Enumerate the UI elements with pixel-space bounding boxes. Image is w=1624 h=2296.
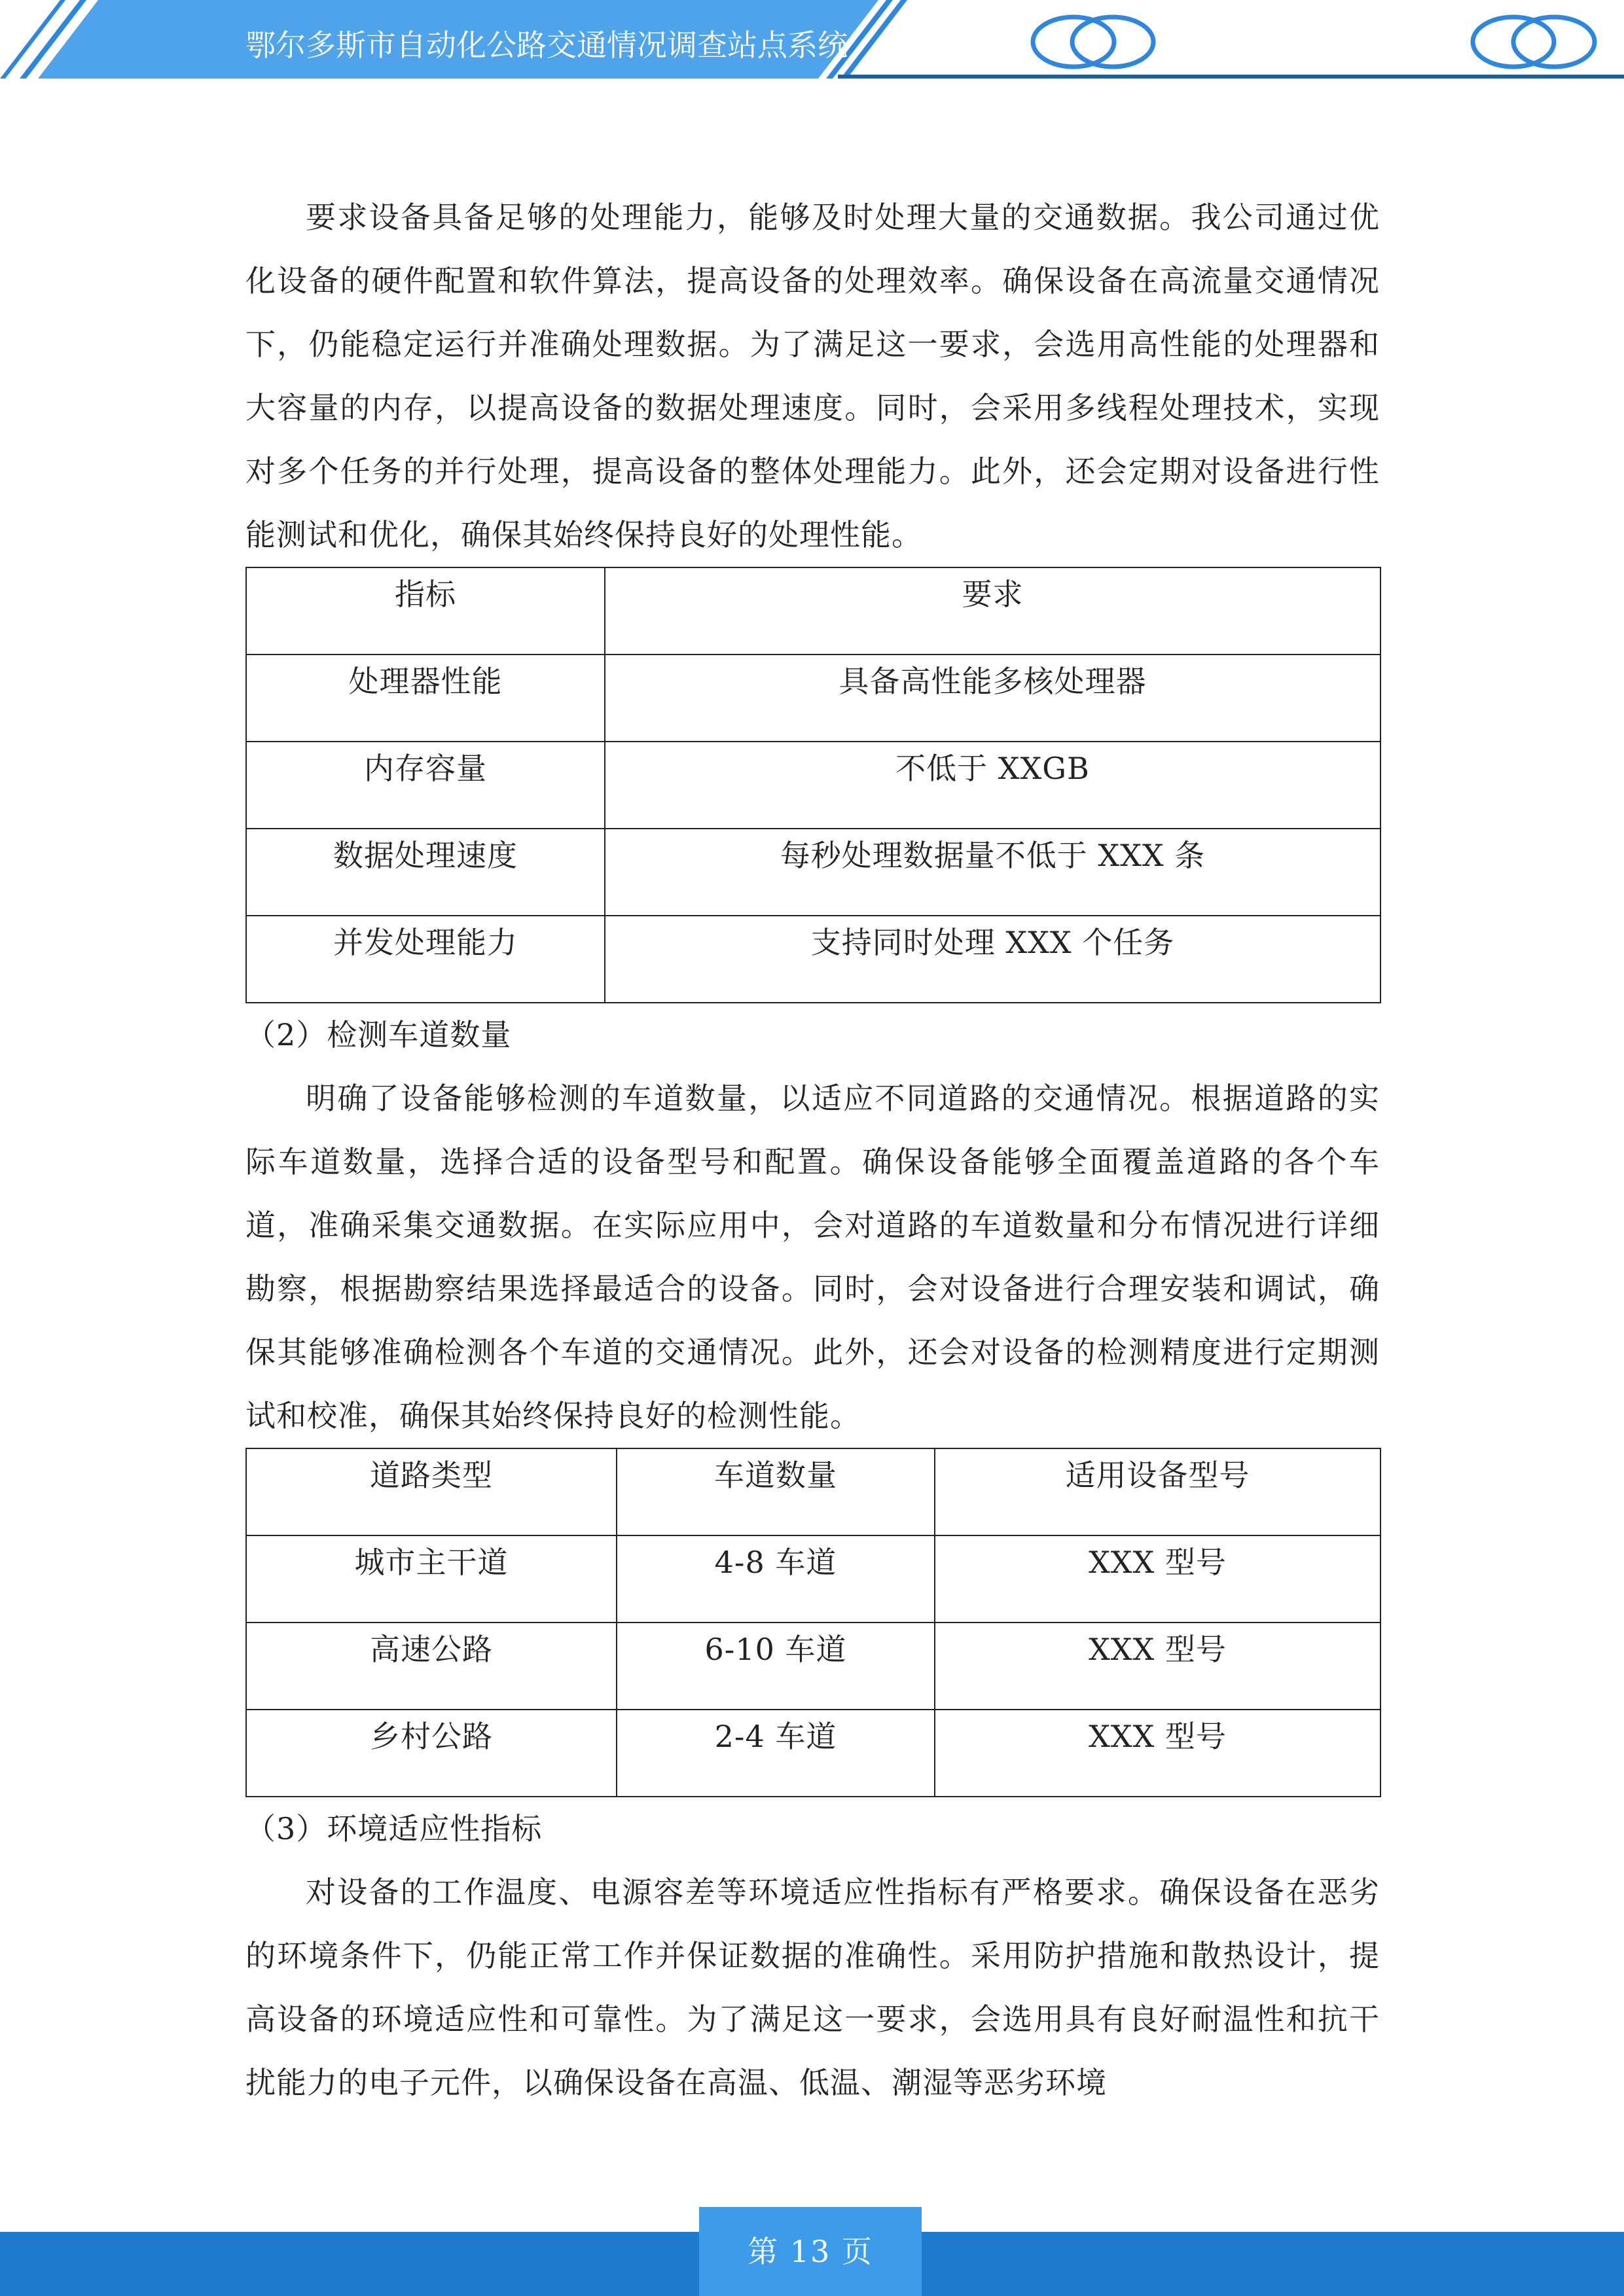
table-cell: 处理器性能 <box>246 655 605 742</box>
table-cell: 城市主干道 <box>246 1535 617 1623</box>
table-row <box>246 829 1380 916</box>
table-cell: 每秒处理数据量不低于 XXX 条 <box>605 829 1380 916</box>
table-cell: 支持同时处理 XXX 个任务 <box>605 916 1380 1003</box>
lane-count-table <box>245 1448 1381 1797</box>
table-row <box>246 1623 1380 1710</box>
paragraph-processing-capacity: 要求设备具备足够的处理能力，能够及时处理大量的交通数据。我公司通过优化设备的硬件配置和软件算法，提高设备的处理效率。确保设备在高流量交通情况下，仍能稳定运行并准确处理数据。为了满足这一要求，会选用高性能的处理器和大容量的内存，以提高设备的数据处理速度。同时，会采用多线程处理技术，实现对多个任务的并行处理，提高设备的整体处理能力。此外，还会定期对设备进行性能测试和优化，确保其始终保持良好的处理性能。 <box>245 200 1380 552</box>
logo-rings-icon-center <box>1033 17 1153 67</box>
table-row <box>246 655 1380 742</box>
table-cell: 内存容量 <box>246 742 605 829</box>
paragraph-lane-count: 明确了设备能够检测的车道数量，以适应不同道路的交通情况。根据道路的实际车道数量，选择合适的设备型号和配置。确保设备能够全面覆盖道路的各个车道，准确采集交通数据。在实际应用中，会对道路的车道数量和分布情况进行详细勘察，根据勘察结果选择最适合的设备。同时，会对设备进行合理安装和调试，确保其能够准确检测各个车道的交通情况。此外，还会对设备的检测精度进行定期测试和校准，确保其始终保持良好的检测性能。 <box>245 1081 1380 1433</box>
section-heading-environment: （3）环境适应性指标 <box>245 1811 543 1846</box>
logo-rings-icon-right <box>1473 17 1595 67</box>
table-header-row <box>246 567 1380 655</box>
paragraph-environment: 对设备的工作温度、电源容差等环境适应性指标有严格要求。确保设备在恶劣的环境条件下，仍能正常工作并保证数据的准确性。采用防护措施和散热设计，提高设备的环境适应性和可靠性。为了满足这一要求，会选用具有良好耐温性和抗干扰能力的电子元件，以确保设备在高温、低温、潮湿等恶劣环境 <box>245 1874 1380 2100</box>
table-header-cell: 指标 <box>246 567 605 655</box>
page-header <box>0 0 1624 85</box>
document-body <box>245 186 1380 2115</box>
table-row <box>246 1710 1380 1797</box>
table-row <box>246 916 1380 1003</box>
table-cell: 乡村公路 <box>246 1710 617 1797</box>
section-heading-lane-count: （2）检测车道数量 <box>245 1017 512 1052</box>
table-cell: 4-8 车道 <box>617 1535 935 1623</box>
table-cell: 6-10 车道 <box>617 1623 935 1710</box>
page-number: 第 13 页 <box>748 2234 873 2269</box>
table-row <box>246 1535 1380 1623</box>
table-cell: 不低于 XXGB <box>605 742 1380 829</box>
table-header-cell: 车道数量 <box>617 1448 935 1535</box>
table-header-cell: 道路类型 <box>246 1448 617 1535</box>
table-header-cell: 适用设备型号 <box>935 1448 1380 1535</box>
table-cell: 高速公路 <box>246 1623 617 1710</box>
table-row <box>246 742 1380 829</box>
table-header-row <box>246 1448 1380 1535</box>
processing-spec-table <box>245 567 1381 1003</box>
table-cell: 具备高性能多核处理器 <box>605 655 1380 742</box>
table-cell: 2-4 车道 <box>617 1710 935 1797</box>
table-cell: XXX 型号 <box>935 1535 1380 1623</box>
table-cell: 并发处理能力 <box>246 916 605 1003</box>
table-cell: XXX 型号 <box>935 1710 1380 1797</box>
table-cell: 数据处理速度 <box>246 829 605 916</box>
table-header-cell: 要求 <box>605 567 1380 655</box>
header-title: 鄂尔多斯市自动化公路交通情况调查站点系统 <box>245 27 848 63</box>
table-cell: XXX 型号 <box>935 1623 1380 1710</box>
